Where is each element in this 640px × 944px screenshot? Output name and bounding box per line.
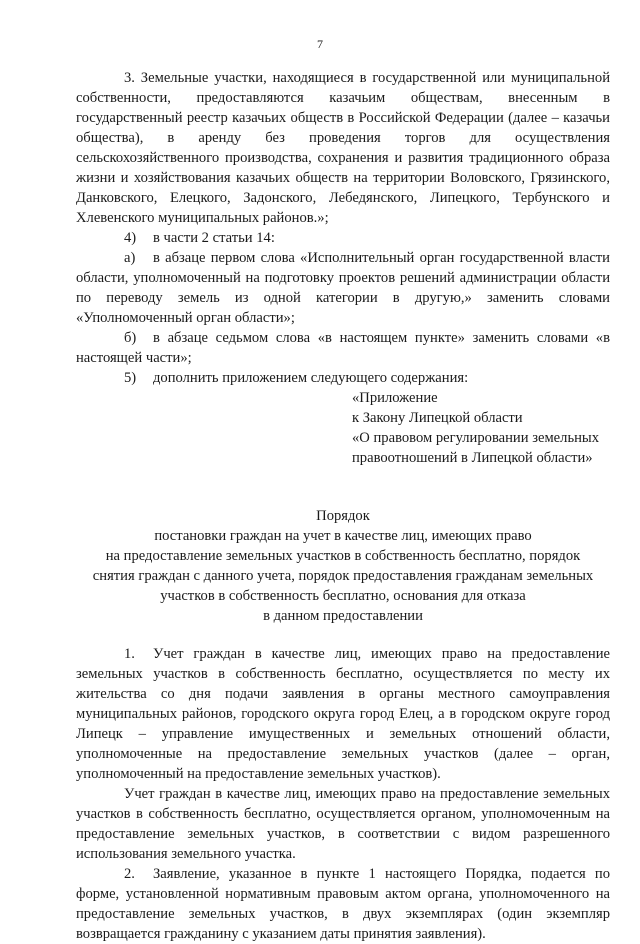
list-item-number: 4) [124, 230, 137, 246]
procedure-title [76, 506, 610, 626]
title-line-4: снятия граждан с данного учета, порядок предоставления гражданам земельных [92, 568, 594, 584]
title-line-6: в данном предоставлении [263, 608, 423, 624]
point-number: 1. [124, 646, 135, 662]
procedure-point-2 [76, 864, 610, 944]
list-item-number: 5) [124, 370, 137, 386]
title-line-1: Порядок [316, 508, 370, 524]
title-line-5: участков в собственность бесплатно, основания для отказа [160, 588, 526, 604]
page-number: 7 [317, 37, 323, 51]
annex-header [352, 388, 610, 468]
document-body [76, 68, 610, 944]
list-item-4 [76, 228, 610, 248]
annex-line-3: «О правовом регулировании земельных правоотношений в Липецкой области» [352, 430, 600, 466]
procedure-point-1 [76, 644, 610, 784]
list-item-text: в абзаце первом слова «Исполнительный орган государственной власти области, уполномоченный на подготовку проектов решений администрации области по переводу земель из одной категории в другую,» заменить словами «Уполномоченный орган области»; [76, 250, 610, 326]
list-item-text: в части 2 статьи 14: [153, 230, 275, 246]
point-text: Учет граждан в качестве лиц, имеющих право на предоставление земельных участков в собственность бесплатно, осуществляется по месту их жительства со дня подачи заявления в органы местного самоуправления муниципальных районов, городского округа город Елец, а в городском округе город Липецк – управление имущественных и земельных отношений области, уполномоченные на предоставление земельных участков (далее – орган, уполномоченный на предоставление земельных участков). [76, 646, 610, 782]
list-item-5 [76, 368, 610, 388]
annex-line-2: к Закону Липецкой области [352, 410, 523, 426]
list-item-text: дополнить приложением следующего содержания: [153, 370, 469, 386]
list-item-text: в абзаце седьмом слова «в настоящем пункте» заменить словами «в настоящей части»; [76, 330, 610, 366]
title-line-2: постановки граждан на учет в качестве лиц, имеющих право [154, 528, 532, 544]
title-line-3: на предоставление земельных участков в собственность бесплатно, порядок [105, 548, 581, 564]
procedure-point-1-continued: Учет граждан в качестве лиц, имеющих право на предоставление земельных участков в собственность бесплатно, осуществляется органом, уполномоченным на предоставление земельных участков, в соответствии с видом разрешенного использования земельного участка. [76, 786, 610, 862]
annex-line-1: «Приложение [352, 390, 438, 406]
list-item-a [76, 248, 610, 328]
point-number: 2. [124, 866, 135, 882]
list-item-number: б) [124, 330, 137, 346]
point-text: Заявление, указанное в пункте 1 настоящего Порядка, подается по форме, установленной нормативным правовым актом органа, уполномоченного на предоставление земельных участков, в двух экземплярах (один экземпляр возвращается гражданину с указанием даты принятия заявления). [76, 866, 610, 942]
paragraph-land-plots-cossack: 3. Земельные участки, находящиеся в государственной или муниципальной собственности, предоставляются казачьим обществам, внесенным в государственный реестр казачьих обществ в Российской Федерации (далее – казачьи общества), в аренду без проведения торгов для осуществления сельскохозяйственного производства, сохранения и развития традиционного образа жизни и хозяйствования казачьих обществ на территории Воловского, Грязинского, Данковского, Елецкого, Задонского, Лебедянского, Липецкого, Тербунского и Хлевенского муниципальных районов.»; [76, 70, 610, 226]
list-item-number: а) [124, 250, 136, 266]
list-item-b [76, 328, 610, 368]
